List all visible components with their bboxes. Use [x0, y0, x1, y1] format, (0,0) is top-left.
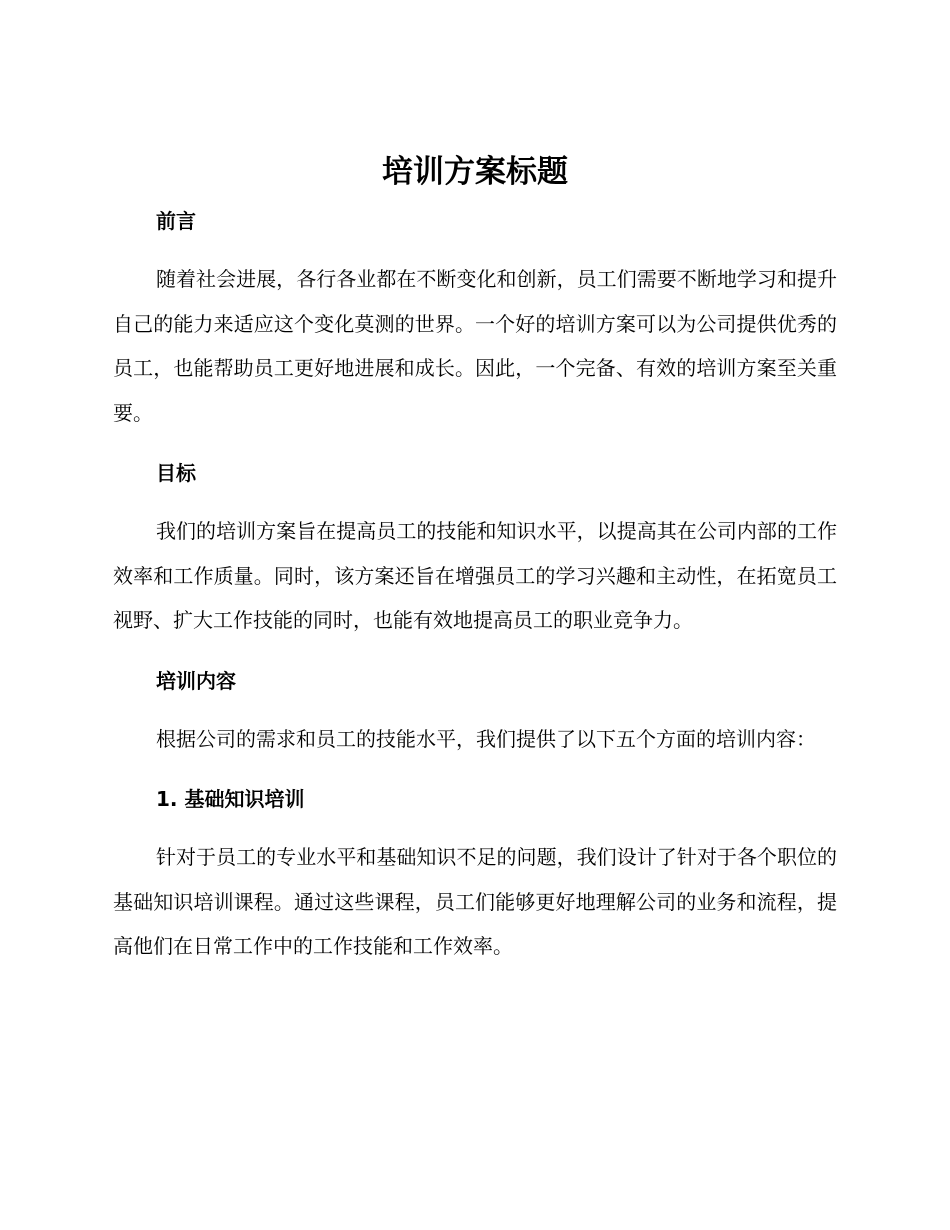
section-paragraph: 针对于员工的专业水平和基础知识不足的问题，我们设计了针对于各个职位的基础知识培训课程。通过这些课程，员工们能够更好地理解公司的业务和流程，提高他们在日常工作中的工作技能和工作效率。 — [113, 845, 837, 958]
section-goals — [113, 451, 837, 643]
section-heading: 前言 — [156, 209, 196, 233]
section-paragraph: 我们的培训方案旨在提高员工的技能和知识水平，以提高其在公司内部的工作效率和工作质量。同时，该方案还旨在增强员工的学习兴趣和主动性，在拓宽员工视野、扩大工作技能的同时，也能有效地提高员工的职业竞争力。 — [113, 519, 837, 632]
section-training-content — [113, 659, 837, 762]
section-preface — [113, 199, 837, 435]
section-heading: 目标 — [156, 461, 196, 485]
section-paragraph: 随着社会进展，各行各业都在不断变化和创新，员工们需要不断地学习和提升自己的能力来适应这个变化莫测的世界。一个好的培训方案可以为公司提供优秀的员工，也能帮助员工更好地进展和成长。因此，一个完备、有效的培训方案至关重要。 — [113, 267, 837, 425]
document-title: 培训方案标题 — [382, 154, 568, 190]
section-basic-knowledge-training — [113, 777, 837, 969]
section-heading: 培训内容 — [156, 668, 236, 693]
document-body — [113, 199, 837, 969]
section-paragraph: 根据公司的需求和员工的技能水平，我们提供了以下五个方面的培训内容： — [156, 726, 816, 751]
section-heading: 1. 基础知识培训 — [156, 787, 305, 811]
